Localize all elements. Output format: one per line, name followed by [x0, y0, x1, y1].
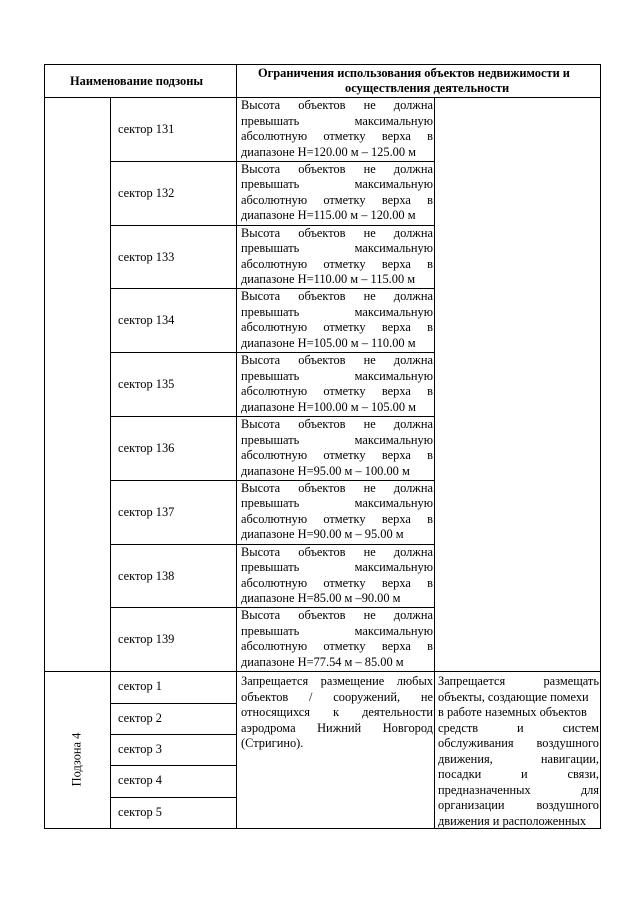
word: не — [363, 544, 376, 559]
word: превышать — [241, 304, 300, 319]
zone4-extra-line: объекты, создающие помехи — [438, 689, 589, 704]
word: в — [427, 320, 433, 335]
word: превышать — [241, 432, 300, 447]
word: абсолютную — [241, 320, 308, 335]
word: максимальную — [354, 368, 433, 383]
word: максимальную — [354, 432, 433, 447]
column-header-zone: Наименование подзоны — [70, 74, 204, 88]
word: Высота — [241, 161, 281, 176]
word: в — [427, 384, 433, 399]
word: отметку — [323, 639, 366, 654]
zone4-restriction-line — [241, 721, 433, 736]
word: не — [363, 225, 376, 240]
word: и — [517, 720, 524, 735]
word: в — [427, 129, 433, 143]
word: должна — [393, 480, 433, 495]
word: абсолютную — [241, 256, 308, 271]
restriction-line: диапазоне Н=120.00 м – 125.00 м — [241, 144, 416, 159]
word: не — [363, 289, 376, 304]
word: отметку — [323, 192, 366, 207]
word: в — [427, 256, 433, 271]
word: любых — [396, 674, 433, 689]
word: объектов — [298, 353, 346, 368]
restriction-line — [241, 320, 433, 335]
word: в — [427, 192, 433, 207]
restriction-line — [241, 129, 433, 144]
zone4-extra-line — [438, 752, 599, 767]
sector-name: сектор 132 — [118, 185, 175, 200]
word: отметку — [323, 448, 366, 462]
sector-name: сектор 136 — [118, 441, 175, 455]
word: верха — [381, 511, 411, 526]
word: связи, — [567, 767, 599, 782]
sector-name: сектор 137 — [118, 504, 175, 519]
column-divider-sectors — [110, 97, 111, 829]
word: для — [580, 782, 599, 797]
restriction-line — [241, 226, 433, 241]
word: организации — [438, 798, 505, 813]
word: абсолютную — [241, 448, 308, 462]
zone4-extra-line: движения и расположенных — [438, 813, 587, 828]
restriction-line — [241, 512, 433, 527]
restriction-line — [241, 98, 433, 113]
word: превышать — [241, 241, 300, 256]
word: аэродрома — [241, 720, 296, 735]
word: размещение — [320, 674, 385, 689]
zone4-restriction-line: (Стригино). — [241, 736, 304, 751]
word: систем — [562, 720, 599, 735]
word: верха — [381, 192, 411, 207]
word: Высота — [241, 608, 281, 623]
word: не — [420, 689, 433, 704]
word: верха — [381, 256, 411, 271]
word: Высота — [241, 544, 281, 559]
word: превышать — [241, 368, 300, 383]
zone4-extra-line — [438, 736, 599, 751]
word: Запрещается — [241, 674, 309, 689]
word: абсолютную — [241, 639, 308, 654]
word: превышать — [241, 177, 300, 192]
word: к — [333, 705, 340, 720]
word: верха — [381, 384, 411, 399]
word: и — [521, 767, 528, 782]
word: абсолютную — [241, 129, 308, 143]
word: не — [363, 480, 376, 495]
word: максимальную — [354, 177, 433, 192]
sector-name: сектор 2 — [118, 710, 162, 725]
table-row-divider — [110, 797, 237, 798]
word: отметку — [323, 320, 366, 335]
word: Высота — [241, 289, 281, 304]
zone4-top-line — [44, 671, 601, 672]
word: верха — [381, 639, 411, 654]
restriction-line — [241, 305, 433, 320]
word: абсолютную — [241, 384, 308, 399]
sector-name: сектор 131 — [118, 122, 175, 136]
word: отметку — [323, 256, 366, 271]
word: отметку — [323, 575, 366, 590]
table-row-divider — [110, 703, 237, 704]
word: верха — [381, 448, 411, 462]
word: максимальную — [354, 241, 433, 256]
zone4-restriction-line — [241, 674, 433, 689]
word: Высота — [241, 225, 281, 240]
word: отметку — [323, 511, 366, 526]
word: относящихся — [241, 705, 310, 720]
zone4-restriction-line — [241, 705, 433, 720]
word: сооружений, — [333, 689, 401, 704]
sector-name: сектор 135 — [118, 377, 175, 392]
word: превышать — [241, 113, 300, 128]
word: должна — [393, 544, 433, 559]
word: верха — [381, 320, 411, 335]
restriction-line — [241, 193, 433, 208]
zone4-extra-line: в работе наземных объектов — [438, 705, 587, 720]
restriction-line — [241, 241, 433, 256]
zone4-extra-line — [438, 783, 599, 798]
word: объектов — [241, 689, 289, 704]
word: объектов — [298, 417, 346, 431]
restriction-line — [241, 560, 433, 575]
restriction-line — [241, 639, 433, 654]
word: объектов — [298, 544, 346, 559]
restriction-line — [241, 433, 433, 448]
restriction-line — [241, 417, 433, 432]
word: абсолютную — [241, 192, 308, 207]
word: абсолютную — [241, 575, 308, 590]
restriction-line — [241, 545, 433, 560]
restriction-line: диапазоне Н=90.00 м – 95.00 м — [241, 527, 404, 542]
column-header-restrictions-line2: осуществления деятельности — [345, 81, 510, 95]
sector-name: сектор 139 — [118, 632, 175, 647]
word: движения, — [438, 751, 493, 766]
restriction-line: диапазоне Н=110.00 м – 115.00 м — [241, 272, 416, 287]
word: в — [427, 639, 433, 654]
word: в — [427, 511, 433, 526]
word: Новгород — [382, 720, 433, 735]
word: объектов — [298, 225, 346, 240]
word: посадки — [438, 767, 482, 782]
restriction-line — [241, 369, 433, 384]
zone4-label: Подзона 4 — [69, 732, 84, 787]
zone4-restriction-line — [241, 690, 433, 705]
word: объектов — [298, 289, 346, 304]
restriction-line — [241, 448, 433, 463]
word: Высота — [241, 480, 281, 495]
word: навигации, — [540, 751, 599, 766]
word: превышать — [241, 623, 300, 638]
column-divider-restrictions — [236, 64, 237, 829]
zone4-extra-line — [438, 798, 599, 813]
word: не — [363, 608, 376, 623]
word: объектов — [298, 161, 346, 176]
restriction-line — [241, 257, 433, 272]
word: абсолютную — [241, 511, 308, 526]
word: должна — [393, 353, 433, 368]
word: отметку — [323, 129, 366, 143]
restriction-line — [241, 162, 433, 177]
word: не — [363, 353, 376, 368]
restriction-line: диапазоне Н=100.00 м – 105.00 м — [241, 399, 416, 414]
word: превышать — [241, 496, 300, 511]
word: Высота — [241, 353, 281, 368]
table-row-divider — [110, 765, 237, 766]
word: максимальную — [354, 623, 433, 638]
word: Запрещается — [438, 674, 506, 689]
word: должна — [393, 225, 433, 240]
restriction-line — [241, 576, 433, 591]
sector-name: сектор 3 — [118, 741, 162, 756]
restriction-line: диапазоне Н=115.00 м – 120.00 м — [241, 208, 416, 223]
table-row-divider — [110, 734, 237, 735]
word: отметку — [323, 384, 366, 399]
word: верха — [381, 575, 411, 590]
restriction-line — [241, 624, 433, 639]
restriction-line — [241, 496, 433, 511]
restriction-line — [241, 384, 433, 399]
word: должна — [393, 161, 433, 176]
word: в — [427, 448, 433, 462]
word: в — [427, 575, 433, 590]
table-border-top — [44, 64, 601, 65]
column-divider-extra — [434, 97, 435, 829]
word: деятельности — [362, 705, 433, 720]
word: средств — [438, 720, 479, 735]
word: должна — [393, 289, 433, 304]
restriction-line: диапазоне Н=85.00 м –90.00 м — [241, 591, 401, 606]
word: объектов — [298, 480, 346, 495]
word: максимальную — [354, 304, 433, 319]
word: верха — [381, 129, 411, 143]
word: должна — [393, 98, 433, 112]
zone4-extra-line — [438, 721, 599, 736]
restriction-line — [241, 481, 433, 496]
sector-name: сектор 1 — [118, 679, 162, 694]
column-header-restrictions-line1: Ограничения использования объектов недвижимости и — [258, 66, 570, 80]
word: / — [309, 689, 313, 704]
sector-name: сектор 134 — [118, 313, 175, 328]
table-border-left — [44, 64, 45, 829]
word: объектов — [298, 608, 346, 623]
sector-name: сектор 138 — [118, 568, 175, 583]
zone4-extra-line — [438, 767, 599, 782]
restriction-line — [241, 289, 433, 304]
restriction-line — [241, 353, 433, 368]
restriction-line — [241, 114, 433, 129]
word: не — [363, 417, 376, 431]
word: размещать — [543, 674, 599, 689]
word: обслуживания — [438, 736, 514, 751]
word: воздушного — [536, 736, 599, 751]
sector-name: сектор 133 — [118, 249, 175, 264]
word: максимальную — [354, 113, 433, 128]
word: Высота — [241, 417, 281, 431]
word: Нижний — [317, 720, 362, 735]
word: не — [363, 161, 376, 176]
sector-name: сектор 5 — [118, 804, 162, 819]
sector-name: сектор 4 — [118, 773, 162, 788]
word: воздушного — [536, 798, 599, 813]
restriction-line: диапазоне Н=105.00 м – 110.00 м — [241, 335, 416, 350]
word: максимальную — [354, 560, 433, 575]
word: превышать — [241, 560, 300, 575]
word: предназначенных — [438, 782, 531, 797]
table-border-right — [600, 64, 601, 829]
word: не — [363, 98, 376, 112]
restriction-line — [241, 177, 433, 192]
restriction-line: диапазоне Н=77.54 м – 85.00 м — [241, 654, 404, 669]
restriction-line — [241, 608, 433, 623]
word: должна — [393, 417, 433, 431]
word: Высота — [241, 98, 281, 112]
restriction-line: диапазоне Н=95.00 м – 100.00 м — [241, 463, 410, 478]
word: объектов — [298, 98, 346, 112]
word: максимальную — [354, 496, 433, 511]
word: должна — [393, 608, 433, 623]
zone4-extra-line — [438, 674, 599, 689]
